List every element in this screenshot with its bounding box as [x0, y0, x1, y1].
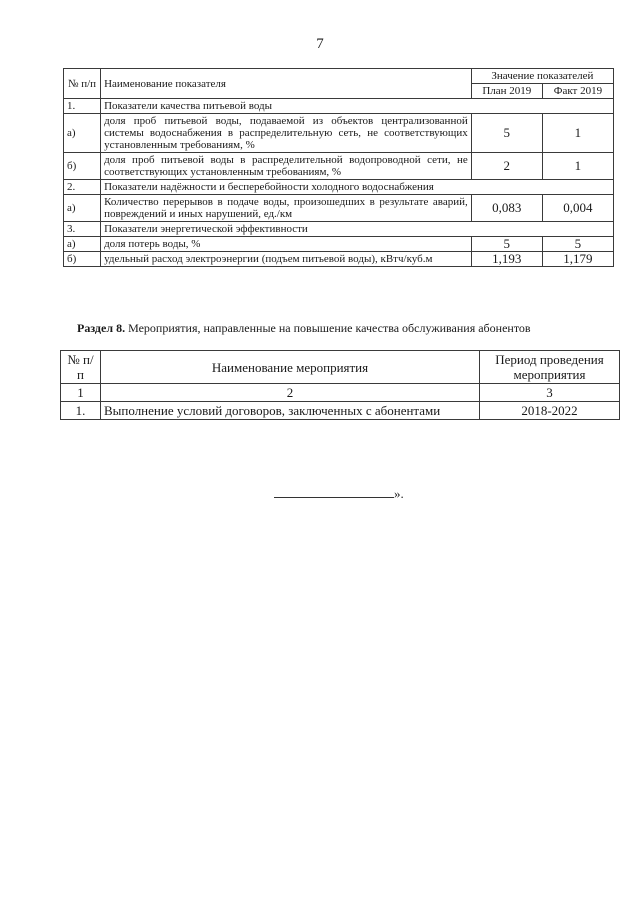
table-row	[64, 237, 614, 252]
row-num: б)	[64, 252, 101, 267]
table-row	[61, 402, 620, 420]
table-row	[64, 252, 614, 267]
header-period: Период проведения мероприятия	[480, 351, 620, 384]
section-title: Показатели надёжности и бесперебойности холодного водоснабжения	[101, 180, 614, 195]
row-num: 1.	[64, 99, 101, 114]
header-name: Наименование мероприятия	[101, 351, 480, 384]
section-8-label: Раздел 8.	[77, 321, 126, 335]
table-row	[64, 153, 614, 180]
measures-table	[60, 350, 620, 420]
row-name: доля потерь воды, %	[101, 237, 472, 252]
row-num: а)	[64, 237, 101, 252]
signature-underline	[274, 485, 394, 498]
row-name: Количество перерывов в подаче воды, произошедших в результате аварий, повреждений и иных нарушений, ед./км	[101, 195, 472, 222]
row-num: 2.	[64, 180, 101, 195]
index-name: 2	[101, 384, 480, 402]
header-plan: План 2019	[471, 84, 542, 99]
table-row	[64, 195, 614, 222]
row-num: а)	[64, 195, 101, 222]
section-title: Показатели энергетической эффективности	[101, 222, 614, 237]
table-row-section	[64, 99, 614, 114]
closing-mark: ».	[394, 486, 404, 501]
row-plan: 0,083	[471, 195, 542, 222]
table-row	[64, 114, 614, 153]
section-title: Показатели качества питьевой воды	[101, 99, 614, 114]
row-fact: 5	[542, 237, 613, 252]
index-num: 1	[61, 384, 101, 402]
row-plan: 2	[471, 153, 542, 180]
table-header-row	[64, 69, 614, 84]
row-plan: 5	[471, 114, 542, 153]
table-header-row	[61, 351, 620, 384]
row-fact: 1,179	[542, 252, 613, 267]
section-8-heading	[77, 321, 531, 336]
row-name: доля проб питьевой воды в распределительной водопроводной сети, не соответствующих установленным требованиям, %	[101, 153, 472, 180]
header-num: № п/п	[64, 69, 101, 99]
row-fact: 0,004	[542, 195, 613, 222]
row-num: 1.	[61, 402, 101, 420]
table-row-section	[64, 180, 614, 195]
row-name: Выполнение условий договоров, заключенных с абонентами	[101, 402, 480, 420]
row-plan: 5	[471, 237, 542, 252]
indicators-table	[63, 68, 614, 267]
row-period: 2018-2022	[480, 402, 620, 420]
row-num: а)	[64, 114, 101, 153]
row-num: б)	[64, 153, 101, 180]
header-num: № п/п	[61, 351, 101, 384]
header-fact: Факт 2019	[542, 84, 613, 99]
table-row-section	[64, 222, 614, 237]
page-number: 7	[316, 36, 324, 52]
section-8-title: Мероприятия, направленные на повышение качества обслуживания абонентов	[128, 321, 531, 335]
row-plan: 1,193	[471, 252, 542, 267]
header-values: Значение показателей	[471, 69, 613, 84]
row-name: доля проб питьевой воды, подаваемой из объектов централизованной системы водоснабжения в распределительную сеть, не соответствующих установленным требованиям, %	[101, 114, 472, 153]
index-period: 3	[480, 384, 620, 402]
row-fact: 1	[542, 153, 613, 180]
row-num: 3.	[64, 222, 101, 237]
row-name: удельный расход электроэнергии (подъем питьевой воды), кВтч/куб.м	[101, 252, 472, 267]
closing-line	[274, 485, 404, 502]
table-index-row	[61, 384, 620, 402]
header-name: Наименование показателя	[101, 69, 472, 99]
row-fact: 1	[542, 114, 613, 153]
